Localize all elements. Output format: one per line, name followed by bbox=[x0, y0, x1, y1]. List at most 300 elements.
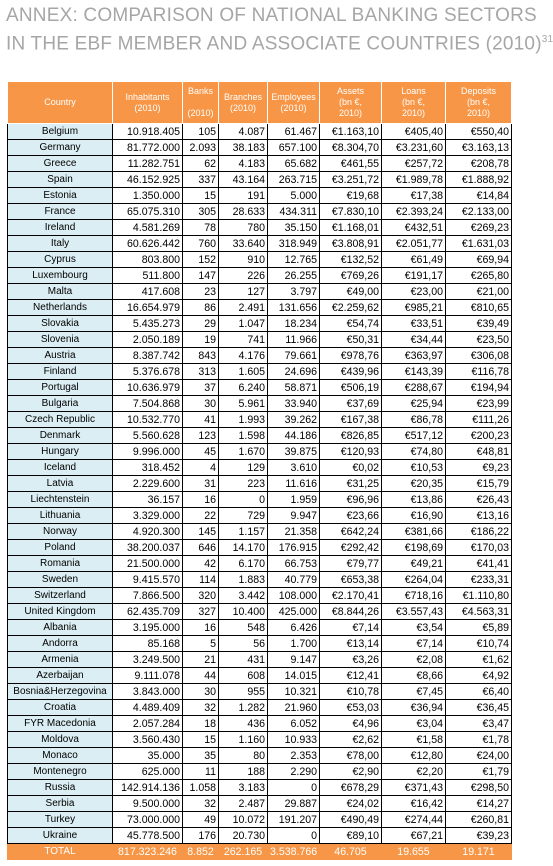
employees-cell: 10.321 bbox=[268, 684, 320, 700]
table-row bbox=[8, 428, 512, 444]
branches-cell: 38.183 bbox=[219, 140, 268, 156]
country-cell: Finland bbox=[8, 364, 113, 380]
deposits-cell: €1,78 bbox=[446, 732, 512, 748]
inhabitants-cell: 35.000 bbox=[113, 748, 183, 764]
assets-cell: €653,38 bbox=[320, 572, 382, 588]
loans-cell: €74,80 bbox=[382, 444, 446, 460]
deposits-cell: €2.133,00 bbox=[446, 204, 512, 220]
table-row bbox=[8, 492, 512, 508]
table-row bbox=[8, 716, 512, 732]
loans-cell: €371,43 bbox=[382, 780, 446, 796]
table-row bbox=[8, 780, 512, 796]
inhabitants-cell: 10.636.979 bbox=[113, 380, 183, 396]
loans-cell: €1,58 bbox=[382, 732, 446, 748]
assets-cell: €53,03 bbox=[320, 700, 382, 716]
employees-cell: 14.015 bbox=[268, 668, 320, 684]
deposits-cell: €111,26 bbox=[446, 412, 512, 428]
country-cell: Croatia bbox=[8, 700, 113, 716]
branches-cell: 3.442 bbox=[219, 588, 268, 604]
country-cell: Norway bbox=[8, 524, 113, 540]
country-cell: Italy bbox=[8, 236, 113, 252]
banks-cell: 35 bbox=[183, 748, 219, 764]
country-cell: Azerbaijan bbox=[8, 668, 113, 684]
branches-cell: 955 bbox=[219, 684, 268, 700]
employees-cell: 3.797 bbox=[268, 284, 320, 300]
assets-cell: €439,96 bbox=[320, 364, 382, 380]
assets-cell: €461,55 bbox=[320, 156, 382, 172]
employees-cell: 58.871 bbox=[268, 380, 320, 396]
inhabitants-cell: 38.200.037 bbox=[113, 540, 183, 556]
employees-cell: 1.700 bbox=[268, 636, 320, 652]
employees-cell: 657.100 bbox=[268, 140, 320, 156]
header-inhabitants: Inhabitants (2010) bbox=[113, 82, 183, 124]
branches-cell: 1.883 bbox=[219, 572, 268, 588]
branches-cell: 436 bbox=[219, 716, 268, 732]
assets-cell: €132,52 bbox=[320, 252, 382, 268]
inhabitants-cell: 3.195.000 bbox=[113, 620, 183, 636]
table-row bbox=[8, 124, 512, 140]
employees-cell: 61.467 bbox=[268, 124, 320, 140]
assets-cell: €292,42 bbox=[320, 540, 382, 556]
employees-cell: 21.358 bbox=[268, 524, 320, 540]
employees-cell: 29.887 bbox=[268, 796, 320, 812]
deposits-cell: €6,40 bbox=[446, 684, 512, 700]
loans-cell: €3.231,60 bbox=[382, 140, 446, 156]
banks-cell: 147 bbox=[183, 268, 219, 284]
banks-cell: 176 bbox=[183, 828, 219, 844]
deposits-cell: €298,50 bbox=[446, 780, 512, 796]
total-loans-cell: 19.655 bbox=[382, 844, 446, 860]
inhabitants-cell: 9.996.000 bbox=[113, 444, 183, 460]
inhabitants-cell: 511.800 bbox=[113, 268, 183, 284]
employees-cell: 12.765 bbox=[268, 252, 320, 268]
loans-cell: €1.989,78 bbox=[382, 172, 446, 188]
banks-cell: 15 bbox=[183, 732, 219, 748]
assets-cell: €678,29 bbox=[320, 780, 382, 796]
assets-cell: €54,74 bbox=[320, 316, 382, 332]
loans-cell: €3.557,43 bbox=[382, 604, 446, 620]
employees-cell: 2.290 bbox=[268, 764, 320, 780]
table-row bbox=[8, 828, 512, 844]
country-cell: Czech Republic bbox=[8, 412, 113, 428]
country-cell: Sweden bbox=[8, 572, 113, 588]
inhabitants-cell: 81.772.000 bbox=[113, 140, 183, 156]
employees-cell: 425.000 bbox=[268, 604, 320, 620]
inhabitants-cell: 7.866.500 bbox=[113, 588, 183, 604]
header-employees: Employees (2010) bbox=[268, 82, 320, 124]
country-cell: Romania bbox=[8, 556, 113, 572]
employees-cell: 18.234 bbox=[268, 316, 320, 332]
banks-cell: 11 bbox=[183, 764, 219, 780]
branches-cell: 1.047 bbox=[219, 316, 268, 332]
banks-cell: 320 bbox=[183, 588, 219, 604]
deposits-cell: €208,78 bbox=[446, 156, 512, 172]
deposits-cell: €116,78 bbox=[446, 364, 512, 380]
branches-cell: 226 bbox=[219, 268, 268, 284]
loans-cell: €198,69 bbox=[382, 540, 446, 556]
country-cell: Belgium bbox=[8, 124, 113, 140]
assets-cell: €978,76 bbox=[320, 348, 382, 364]
banks-cell: 49 bbox=[183, 812, 219, 828]
inhabitants-cell: 2.229.600 bbox=[113, 476, 183, 492]
banks-cell: 337 bbox=[183, 172, 219, 188]
inhabitants-cell: 3.560.430 bbox=[113, 732, 183, 748]
branches-cell: 729 bbox=[219, 508, 268, 524]
deposits-cell: €1,62 bbox=[446, 652, 512, 668]
banks-cell: 114 bbox=[183, 572, 219, 588]
loans-cell: €49,21 bbox=[382, 556, 446, 572]
banks-cell: 16 bbox=[183, 620, 219, 636]
branches-cell: 4.176 bbox=[219, 348, 268, 364]
total-assets-cell: 46.705 bbox=[320, 844, 382, 860]
country-cell: Malta bbox=[8, 284, 113, 300]
branches-cell: 431 bbox=[219, 652, 268, 668]
branches-cell: 780 bbox=[219, 220, 268, 236]
deposits-cell: €23,99 bbox=[446, 396, 512, 412]
branches-cell: 43.164 bbox=[219, 172, 268, 188]
branches-cell: 1.157 bbox=[219, 524, 268, 540]
banks-cell: 1.058 bbox=[183, 780, 219, 796]
loans-cell: €363,97 bbox=[382, 348, 446, 364]
deposits-cell: €9,23 bbox=[446, 460, 512, 476]
banks-cell: 44 bbox=[183, 668, 219, 684]
employees-cell: 318.949 bbox=[268, 236, 320, 252]
country-cell: Switzerland bbox=[8, 588, 113, 604]
table-row bbox=[8, 524, 512, 540]
assets-cell: €167,38 bbox=[320, 412, 382, 428]
table-row bbox=[8, 444, 512, 460]
employees-cell: 39.262 bbox=[268, 412, 320, 428]
country-cell: Andorra bbox=[8, 636, 113, 652]
country-cell: Ireland bbox=[8, 220, 113, 236]
banks-cell: 41 bbox=[183, 412, 219, 428]
inhabitants-cell: 11.282.751 bbox=[113, 156, 183, 172]
table-row bbox=[8, 316, 512, 332]
loans-cell: €17,38 bbox=[382, 188, 446, 204]
banks-cell: 45 bbox=[183, 444, 219, 460]
total-branches-cell: 262.165 bbox=[219, 844, 268, 860]
branches-cell: 14.170 bbox=[219, 540, 268, 556]
deposits-cell: €810,65 bbox=[446, 300, 512, 316]
table-row bbox=[8, 156, 512, 172]
header-branches: Branches (2010) bbox=[219, 82, 268, 124]
country-cell: Germany bbox=[8, 140, 113, 156]
banks-cell: 30 bbox=[183, 684, 219, 700]
banks-cell: 313 bbox=[183, 364, 219, 380]
country-cell: Liechtenstein bbox=[8, 492, 113, 508]
table-row bbox=[8, 172, 512, 188]
deposits-cell: €1,79 bbox=[446, 764, 512, 780]
title-line-1: ANNEX: COMPARISON OF NATIONAL BANKING SECTORS bbox=[6, 5, 537, 26]
branches-cell: 10.400 bbox=[219, 604, 268, 620]
inhabitants-cell: 46.152.925 bbox=[113, 172, 183, 188]
assets-cell: €2,90 bbox=[320, 764, 382, 780]
branches-cell: 80 bbox=[219, 748, 268, 764]
table-row bbox=[8, 540, 512, 556]
assets-cell: €7,14 bbox=[320, 620, 382, 636]
deposits-cell: €306,08 bbox=[446, 348, 512, 364]
table-row bbox=[8, 732, 512, 748]
country-cell: Turkey bbox=[8, 812, 113, 828]
country-cell: Portugal bbox=[8, 380, 113, 396]
inhabitants-cell: 625.000 bbox=[113, 764, 183, 780]
deposits-cell: €41,41 bbox=[446, 556, 512, 572]
assets-cell: €24,02 bbox=[320, 796, 382, 812]
assets-cell: €490,49 bbox=[320, 812, 382, 828]
header-deposits: Deposits (bn €, 2010) bbox=[446, 82, 512, 124]
assets-cell: €769,26 bbox=[320, 268, 382, 284]
inhabitants-cell: 21.500.000 bbox=[113, 556, 183, 572]
country-cell: FYR Macedonia bbox=[8, 716, 113, 732]
inhabitants-cell: 142.914.136 bbox=[113, 780, 183, 796]
table-row bbox=[8, 188, 512, 204]
inhabitants-cell: 10.918.405 bbox=[113, 124, 183, 140]
employees-cell: 33.940 bbox=[268, 396, 320, 412]
country-cell: Spain bbox=[8, 172, 113, 188]
branches-cell: 548 bbox=[219, 620, 268, 636]
table-row bbox=[8, 412, 512, 428]
inhabitants-cell: 318.452 bbox=[113, 460, 183, 476]
table-row bbox=[8, 140, 512, 156]
branches-cell: 741 bbox=[219, 332, 268, 348]
employees-cell: 11.966 bbox=[268, 332, 320, 348]
employees-cell: 24.696 bbox=[268, 364, 320, 380]
inhabitants-cell: 417.608 bbox=[113, 284, 183, 300]
banks-cell: 305 bbox=[183, 204, 219, 220]
banks-cell: 29 bbox=[183, 316, 219, 332]
employees-cell: 9.947 bbox=[268, 508, 320, 524]
loans-cell: €25,94 bbox=[382, 396, 446, 412]
inhabitants-cell: 60.626.442 bbox=[113, 236, 183, 252]
loans-cell: €8,66 bbox=[382, 668, 446, 684]
deposits-cell: €69,94 bbox=[446, 252, 512, 268]
branches-cell: 127 bbox=[219, 284, 268, 300]
deposits-cell: €186,22 bbox=[446, 524, 512, 540]
deposits-cell: €170,03 bbox=[446, 540, 512, 556]
table-row bbox=[8, 380, 512, 396]
total-deposits-cell: 19.171 bbox=[446, 844, 512, 860]
deposits-cell: €24,00 bbox=[446, 748, 512, 764]
deposits-cell: €14,84 bbox=[446, 188, 512, 204]
banks-cell: 16 bbox=[183, 492, 219, 508]
table-row bbox=[8, 204, 512, 220]
employees-cell: 191.207 bbox=[268, 812, 320, 828]
employees-cell: 131.656 bbox=[268, 300, 320, 316]
loans-cell: €61,49 bbox=[382, 252, 446, 268]
branches-cell: 1.993 bbox=[219, 412, 268, 428]
loans-cell: €517,12 bbox=[382, 428, 446, 444]
assets-cell: €0,02 bbox=[320, 460, 382, 476]
inhabitants-cell: 4.581.269 bbox=[113, 220, 183, 236]
inhabitants-cell: 36.157 bbox=[113, 492, 183, 508]
table-row bbox=[8, 508, 512, 524]
employees-cell: 3.610 bbox=[268, 460, 320, 476]
deposits-cell: €39,49 bbox=[446, 316, 512, 332]
banks-cell: 23 bbox=[183, 284, 219, 300]
loans-cell: €191,17 bbox=[382, 268, 446, 284]
employees-cell: 434.311 bbox=[268, 204, 320, 220]
employees-cell: 0 bbox=[268, 828, 320, 844]
inhabitants-cell: 5.376.678 bbox=[113, 364, 183, 380]
deposits-cell: €48,81 bbox=[446, 444, 512, 460]
loans-cell: €7,45 bbox=[382, 684, 446, 700]
deposits-cell: €26,43 bbox=[446, 492, 512, 508]
banks-cell: 78 bbox=[183, 220, 219, 236]
inhabitants-cell: 85.168 bbox=[113, 636, 183, 652]
deposits-cell: €4,92 bbox=[446, 668, 512, 684]
table-row bbox=[8, 668, 512, 684]
country-cell: France bbox=[8, 204, 113, 220]
assets-cell: €7.830,10 bbox=[320, 204, 382, 220]
banks-cell: 760 bbox=[183, 236, 219, 252]
loans-cell: €718,16 bbox=[382, 588, 446, 604]
country-cell: Denmark bbox=[8, 428, 113, 444]
employees-cell: 6.052 bbox=[268, 716, 320, 732]
banks-cell: 86 bbox=[183, 300, 219, 316]
employees-cell: 10.933 bbox=[268, 732, 320, 748]
branches-cell: 10.072 bbox=[219, 812, 268, 828]
branches-cell: 3.183 bbox=[219, 780, 268, 796]
deposits-cell: €269,23 bbox=[446, 220, 512, 236]
table-row bbox=[8, 556, 512, 572]
loans-cell: €2,20 bbox=[382, 764, 446, 780]
deposits-cell: €39,23 bbox=[446, 828, 512, 844]
country-cell: Greece bbox=[8, 156, 113, 172]
assets-cell: €2.259,62 bbox=[320, 300, 382, 316]
inhabitants-cell: 3.249.500 bbox=[113, 652, 183, 668]
employees-cell: 79.661 bbox=[268, 348, 320, 364]
branches-cell: 1.605 bbox=[219, 364, 268, 380]
table-row bbox=[8, 268, 512, 284]
employees-cell: 0 bbox=[268, 780, 320, 796]
loans-cell: €2.393,24 bbox=[382, 204, 446, 220]
inhabitants-cell: 10.532.770 bbox=[113, 412, 183, 428]
loans-cell: €143,39 bbox=[382, 364, 446, 380]
assets-cell: €89,10 bbox=[320, 828, 382, 844]
branches-cell: 191 bbox=[219, 188, 268, 204]
total-inhabitants-cell: 817.323.246 bbox=[113, 844, 183, 860]
country-cell: Slovakia bbox=[8, 316, 113, 332]
banks-cell: 105 bbox=[183, 124, 219, 140]
table-row bbox=[8, 620, 512, 636]
table-row bbox=[8, 300, 512, 316]
country-cell: Austria bbox=[8, 348, 113, 364]
country-cell: Albania bbox=[8, 620, 113, 636]
table-row bbox=[8, 396, 512, 412]
banks-cell: 327 bbox=[183, 604, 219, 620]
assets-cell: €23,66 bbox=[320, 508, 382, 524]
assets-cell: €826,85 bbox=[320, 428, 382, 444]
loans-cell: €7,14 bbox=[382, 636, 446, 652]
employees-cell: 108.000 bbox=[268, 588, 320, 604]
assets-cell: €3.808,91 bbox=[320, 236, 382, 252]
table-row bbox=[8, 812, 512, 828]
loans-cell: €264,04 bbox=[382, 572, 446, 588]
assets-cell: €79,77 bbox=[320, 556, 382, 572]
loans-cell: €2.051,77 bbox=[382, 236, 446, 252]
deposits-cell: €550,40 bbox=[446, 124, 512, 140]
assets-cell: €10,78 bbox=[320, 684, 382, 700]
employees-cell: 2.353 bbox=[268, 748, 320, 764]
employees-cell: 44.186 bbox=[268, 428, 320, 444]
banking-sectors-table bbox=[7, 81, 512, 860]
banks-cell: 843 bbox=[183, 348, 219, 364]
branches-cell: 33.640 bbox=[219, 236, 268, 252]
deposits-cell: €36,45 bbox=[446, 700, 512, 716]
loans-cell: €13,86 bbox=[382, 492, 446, 508]
table-row bbox=[8, 604, 512, 620]
loans-cell: €10,53 bbox=[382, 460, 446, 476]
country-cell: Serbia bbox=[8, 796, 113, 812]
assets-cell: €1.168,01 bbox=[320, 220, 382, 236]
total-country-cell: TOTAL bbox=[8, 844, 113, 860]
table-row bbox=[8, 348, 512, 364]
loans-cell: €288,67 bbox=[382, 380, 446, 396]
loans-cell: €33,51 bbox=[382, 316, 446, 332]
loans-cell: €985,21 bbox=[382, 300, 446, 316]
table-row bbox=[8, 700, 512, 716]
deposits-cell: €21,00 bbox=[446, 284, 512, 300]
table-row bbox=[8, 460, 512, 476]
employees-cell: 11.616 bbox=[268, 476, 320, 492]
assets-cell: €2,62 bbox=[320, 732, 382, 748]
branches-cell: 1.598 bbox=[219, 428, 268, 444]
assets-cell: €8.844,26 bbox=[320, 604, 382, 620]
banks-cell: 21 bbox=[183, 652, 219, 668]
deposits-cell: €13,16 bbox=[446, 508, 512, 524]
branches-cell: 910 bbox=[219, 252, 268, 268]
assets-cell: €1.163,10 bbox=[320, 124, 382, 140]
assets-cell: €96,96 bbox=[320, 492, 382, 508]
inhabitants-cell: 803.800 bbox=[113, 252, 183, 268]
inhabitants-cell: 65.075.310 bbox=[113, 204, 183, 220]
assets-cell: €506,19 bbox=[320, 380, 382, 396]
country-cell: Slovenia bbox=[8, 332, 113, 348]
branches-cell: 2.487 bbox=[219, 796, 268, 812]
country-cell: Russia bbox=[8, 780, 113, 796]
deposits-cell: €14,27 bbox=[446, 796, 512, 812]
branches-cell: 6.240 bbox=[219, 380, 268, 396]
banks-cell: 62 bbox=[183, 156, 219, 172]
assets-cell: €37,69 bbox=[320, 396, 382, 412]
employees-cell: 39.875 bbox=[268, 444, 320, 460]
inhabitants-cell: 3.843.000 bbox=[113, 684, 183, 700]
deposits-cell: €194,94 bbox=[446, 380, 512, 396]
inhabitants-cell: 8.387.742 bbox=[113, 348, 183, 364]
inhabitants-cell: 2.050.189 bbox=[113, 332, 183, 348]
employees-cell: 65.682 bbox=[268, 156, 320, 172]
assets-cell: €31,25 bbox=[320, 476, 382, 492]
table-row bbox=[8, 652, 512, 668]
branches-cell: 223 bbox=[219, 476, 268, 492]
banks-cell: 145 bbox=[183, 524, 219, 540]
inhabitants-cell: 4.489.409 bbox=[113, 700, 183, 716]
table-row bbox=[8, 636, 512, 652]
country-cell: Luxembourg bbox=[8, 268, 113, 284]
table-header-row bbox=[8, 82, 512, 124]
inhabitants-cell: 3.329.000 bbox=[113, 508, 183, 524]
deposits-cell: €4.563,31 bbox=[446, 604, 512, 620]
deposits-cell: €3,47 bbox=[446, 716, 512, 732]
inhabitants-cell: 7.504.868 bbox=[113, 396, 183, 412]
branches-cell: 28.633 bbox=[219, 204, 268, 220]
inhabitants-cell: 9.415.570 bbox=[113, 572, 183, 588]
branches-cell: 0 bbox=[219, 492, 268, 508]
page-title bbox=[6, 4, 553, 56]
banks-cell: 123 bbox=[183, 428, 219, 444]
deposits-cell: €1.888,92 bbox=[446, 172, 512, 188]
banks-cell: 646 bbox=[183, 540, 219, 556]
